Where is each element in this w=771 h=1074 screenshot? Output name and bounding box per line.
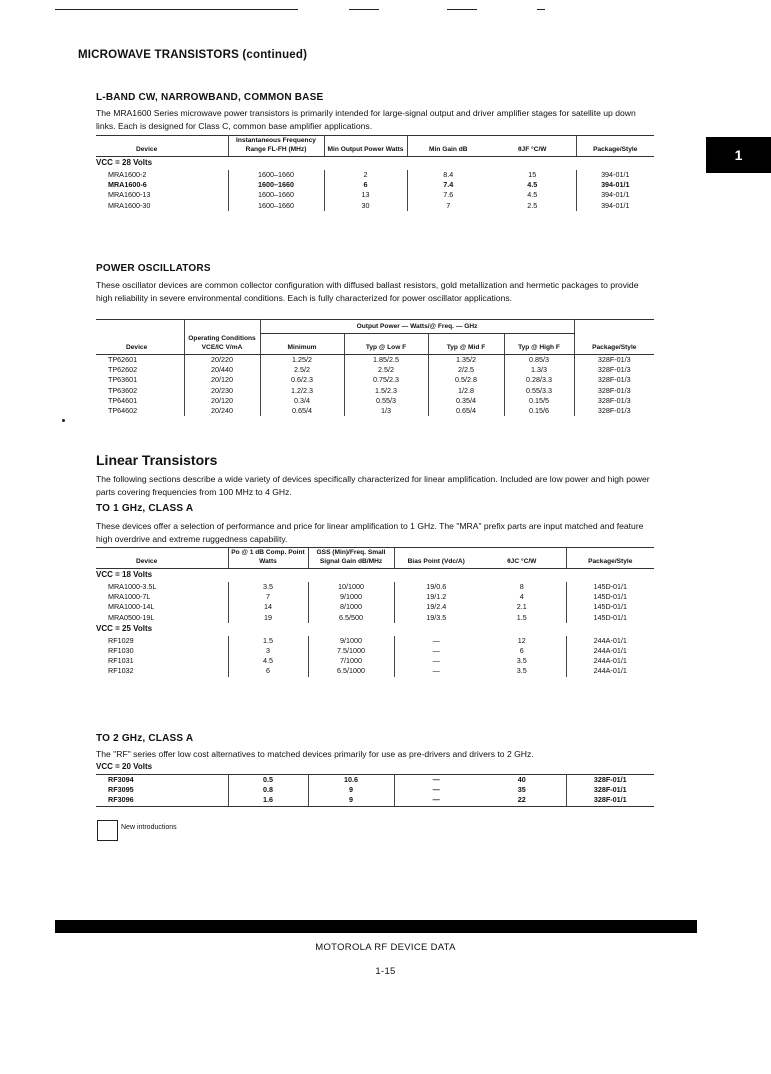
table-row: RF1030 3 7.5/1000 — 6 244A-01/1 — [96, 646, 654, 656]
table-row: TP64602 20/240 0.65/4 1/3 0.65/4 0.15/6 328F-01/3 — [96, 406, 654, 416]
osc-th-low: Typ @ Low F — [344, 334, 428, 355]
table-row: RF3094 0.5 10.6 — 40 328F-01/1 — [96, 775, 654, 786]
to1-th-bias: Bias Point (Vdc/A) — [394, 548, 478, 569]
top-rule-right — [537, 9, 545, 10]
new-intro-label: New introductions — [121, 824, 177, 831]
lband-th-device: Device — [96, 136, 228, 157]
table-row: RF1032 6 6.5/1000 — 3.5 244A-01/1 — [96, 666, 654, 676]
to1-th-package: Package/Style — [566, 548, 654, 569]
lband-title: L-BAND CW, NARROWBAND, COMMON BASE — [96, 92, 324, 103]
lband-text: The MRA1600 Series microwave power transistors is primarily intended for large-signal output and driver amplifier stages for satellite up down links. Each is designed for Class C, common base amplifier applications. — [96, 108, 636, 131]
osc-th-cond: Operating Conditions VCE/IC V/mA — [184, 320, 260, 355]
section-tab: 1 — [706, 137, 771, 173]
top-rule-mid1 — [349, 9, 379, 10]
top-rule-mid2 — [447, 9, 477, 10]
linear-text: The following sections describe a wide variety of devices specifically characterized for linear amplification. Included are low power and high power parts covering frequencies from 100 MHz to 4 GHz. — [96, 474, 650, 497]
to2-table — [96, 761, 654, 807]
table-row: RF3096 1.6 9 — 22 328F-01/1 — [96, 795, 654, 806]
table-row: MRA1000-14L 14 8/1000 19/2.4 2.1 145D-01/1 — [96, 602, 654, 612]
osc-title: POWER OSCILLATORS — [96, 263, 211, 274]
to1-th-theta: θJC °C/W — [478, 548, 566, 569]
scan-dot — [62, 419, 65, 422]
table-row: TP63602 20/230 1.2/2.3 1.5/2.3 1/2.8 0.55/3.3 328F-01/3 — [96, 386, 654, 396]
to1-table — [96, 547, 654, 677]
to1-text: These devices offer a selection of performance and price for linear amplification to 1 GHz. The "MRA" prefix parts are input matched and feature high overdrive and extreme ruggedness capability. — [96, 521, 644, 544]
footer-publisher: MOTOROLA RF DEVICE DATA — [315, 942, 456, 953]
to2-group: VCC = 20 Volts — [96, 762, 153, 772]
table-row: MRA1600-6 1600–1660 6 7.4 4.5 394-01/1 — [96, 180, 654, 190]
to1-group2: VCC = 25 Volts — [96, 624, 153, 634]
footer-bar — [55, 920, 697, 933]
table-row: RF1031 4.5 7/1000 — 3.5 244A-01/1 — [96, 656, 654, 666]
lband-th-power: Min Output Power Watts — [324, 136, 407, 157]
osc-table — [96, 319, 654, 416]
table-row: MRA1600-13 1600–1660 13 7.6 4.5 394-01/1 — [96, 190, 654, 200]
lband-th-gain: Min Gain dB — [407, 136, 489, 157]
table-row: TP63601 20/120 0.6/2.3 0.75/2.3 0.5/2.8 0.28/3.3 328F-01/3 — [96, 375, 654, 385]
to1-title: TO 1 GHz, CLASS A — [96, 503, 194, 514]
table-row: TP62602 20/440 2.5/2 2.5/2 2/2.5 1.3/3 328F-01/3 — [96, 365, 654, 375]
to1-th-po: Po @ 1 dB Comp. Point Watts — [228, 548, 308, 569]
lband-th-package: Package/Style — [576, 136, 654, 157]
osc-th-min: Minimum — [260, 334, 344, 355]
table-row: TP62601 20/220 1.25/2 1.85/2.5 1.35/2 0.85/3 328F-01/3 — [96, 355, 654, 366]
table-row: MRA1600-30 1600–1660 30 7 2.5 394-01/1 — [96, 201, 654, 211]
osc-th-output: Output Power — Watts/@ Freq. — GHz — [260, 320, 574, 334]
table-row: MRA1000-3.5L 3.5 10/1000 19/0.6 8 145D-01/1 — [96, 582, 654, 592]
table-row: MRA1000-7L 7 9/1000 19/1.2 4 145D-01/1 — [96, 592, 654, 602]
lband-group: VCC = 28 Volts — [96, 158, 153, 168]
to2-text: The "RF" series offer low cost alternatives to matched devices primarily for use as pre-drivers and drivers to 2 GHz. — [96, 749, 534, 759]
to1-th-device: Device — [96, 548, 228, 569]
table-row: RF1029 1.5 9/1000 — 12 244A-01/1 — [96, 636, 654, 646]
to1-th-gss: GSS (Min)/Freq. Small Signal Gain dB/MHz — [308, 548, 394, 569]
table-row: MRA1600-2 1600–1660 2 8.4 15 394-01/1 — [96, 170, 654, 180]
osc-th-package: Package/Style — [574, 320, 654, 355]
page-title: MICROWAVE TRANSISTORS (continued) — [78, 49, 308, 61]
osc-th-mid: Typ @ Mid F — [428, 334, 504, 355]
table-row: TP64601 20/120 0.3/4 0.55/3 0.35/4 0.15/5 328F-01/3 — [96, 396, 654, 406]
table-row: MRA0500-19L 19 6.5/500 19/3.5 1.5 145D-01/1 — [96, 613, 654, 623]
to2-title: TO 2 GHz, CLASS A — [96, 733, 194, 744]
linear-title: Linear Transistors — [96, 452, 218, 468]
osc-th-high: Typ @ High F — [504, 334, 574, 355]
new-intro-box — [97, 820, 118, 841]
lband-th-freq: Instantaneous Frequency Range FL-FH (MHz) — [228, 136, 324, 157]
top-rule-left — [55, 9, 298, 10]
page-number: 1-15 — [375, 966, 396, 977]
osc-text: These oscillator devices are common collector configuration with diffused ballast resistors, gold metallization and hermetic packages to provide high reliability in severe environmental conditions. Each is fully characterized for power oscillator applications. — [96, 280, 639, 303]
table-row: RF3095 0.8 9 — 35 328F-01/1 — [96, 785, 654, 795]
lband-table — [96, 135, 654, 211]
to1-group1: VCC = 18 Volts — [96, 570, 153, 580]
lband-th-theta: θJF °C/W — [489, 136, 576, 157]
osc-th-device: Device — [96, 320, 184, 355]
